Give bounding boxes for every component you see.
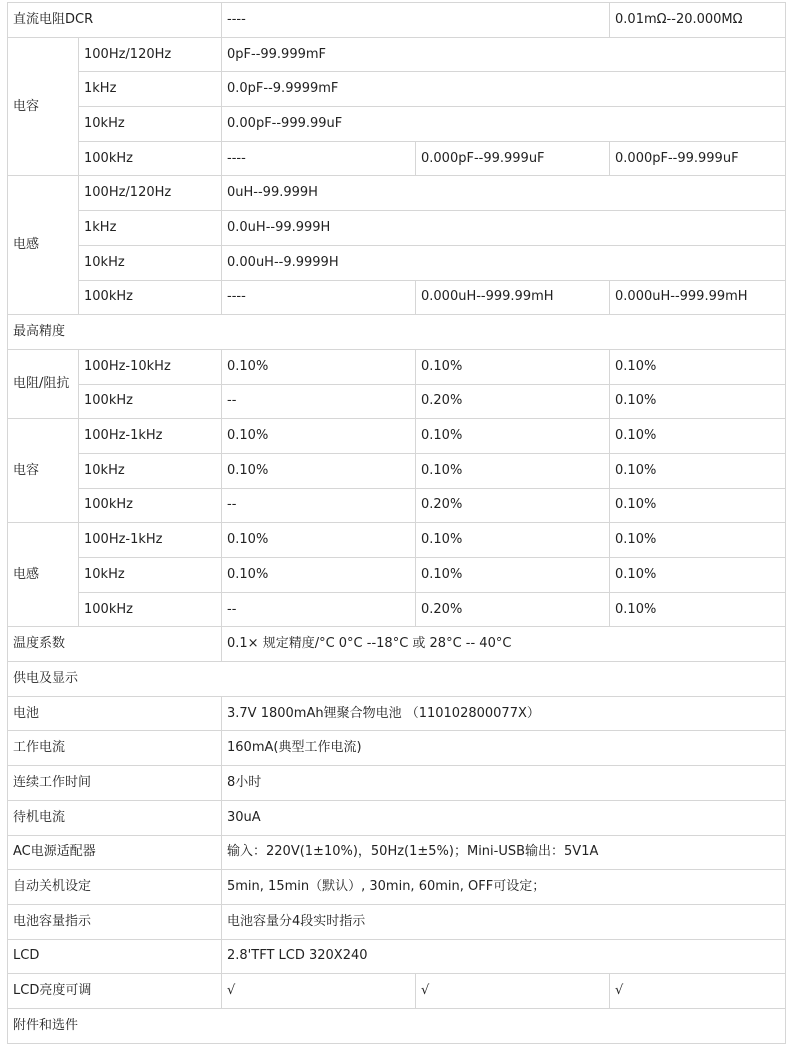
accuracy-cell-c: 0.10% <box>610 453 786 488</box>
accuracy-cell-c: 0.10% <box>610 488 786 523</box>
spec-label: AC电源适配器 <box>8 835 222 870</box>
accuracy-cell-b: 0.10% <box>416 419 610 454</box>
brightness-label: LCD亮度可调 <box>8 974 222 1009</box>
checkmark-cell-b: √ <box>416 974 610 1009</box>
table-row <box>8 488 786 523</box>
table-row <box>8 211 786 246</box>
table-row <box>8 627 786 662</box>
table-row <box>8 72 786 107</box>
accuracy-cell-a: 0.10% <box>222 453 416 488</box>
accuracy-cell-c: 0.10% <box>610 384 786 419</box>
table-row <box>8 870 786 905</box>
range-cell-b: 0.000uH--999.99mH <box>416 280 610 315</box>
table-row <box>8 558 786 593</box>
accuracy-cell-c: 0.10% <box>610 523 786 558</box>
temp-coeff-value: 0.1× 规定精度/°C 0°C --18°C 或 28°C -- 40°C <box>222 627 786 662</box>
table-row <box>8 384 786 419</box>
spec-value: 输入：220V(1±10%)，50Hz(1±5%)；Mini-USB输出：5V1A <box>222 835 786 870</box>
accuracy-cell-c: 0.10% <box>610 419 786 454</box>
table-row <box>8 3 786 38</box>
temp-coeff-label: 温度系数 <box>8 627 222 662</box>
spec-label: 自动关机设定 <box>8 870 222 905</box>
table-row <box>8 1008 786 1043</box>
checkmark-cell-a: √ <box>222 974 416 1009</box>
accuracy-cell-c: 0.10% <box>610 592 786 627</box>
accuracy-cell-a: -- <box>222 384 416 419</box>
section-header-power: 供电及显示 <box>8 662 786 697</box>
table-row <box>8 835 786 870</box>
dcr-range-a: ---- <box>222 3 610 38</box>
range-cell: 0.00uH--9.9999H <box>222 245 786 280</box>
table-row <box>8 731 786 766</box>
inductance-label: 电感 <box>8 176 79 315</box>
accuracy-cell-b: 0.20% <box>416 488 610 523</box>
freq-cell: 100kHz <box>79 280 222 315</box>
freq-cell: 100kHz <box>79 141 222 176</box>
range-cell-b: 0.000pF--99.999uF <box>416 141 610 176</box>
spec-label: 电池容量指示 <box>8 904 222 939</box>
table-row <box>8 280 786 315</box>
freq-cell: 100Hz/120Hz <box>79 176 222 211</box>
table-row <box>8 696 786 731</box>
table-row <box>8 800 786 835</box>
accuracy-cell-a: -- <box>222 488 416 523</box>
table-row <box>8 939 786 974</box>
table-row <box>8 176 786 211</box>
accuracy-cell-b: 0.10% <box>416 558 610 593</box>
spec-value: 电池容量分4段实时指示 <box>222 904 786 939</box>
table-row <box>8 904 786 939</box>
accuracy-cell-b: 0.20% <box>416 384 610 419</box>
table-row <box>8 245 786 280</box>
table-row <box>8 974 786 1009</box>
accuracy-cell-a: 0.10% <box>222 558 416 593</box>
freq-cell: 100kHz <box>79 488 222 523</box>
checkmark-cell-c: √ <box>610 974 786 1009</box>
accuracy-cell-a: 0.10% <box>222 523 416 558</box>
range-cell: 0.00pF--999.99uF <box>222 107 786 142</box>
range-cell: 0uH--99.999H <box>222 176 786 211</box>
freq-cell: 100Hz-1kHz <box>79 419 222 454</box>
table-row <box>8 37 786 72</box>
range-cell-c: 0.000uH--999.99mH <box>610 280 786 315</box>
accuracy-cell-b: 0.10% <box>416 349 610 384</box>
freq-cell: 100Hz-1kHz <box>79 523 222 558</box>
freq-cell: 1kHz <box>79 211 222 246</box>
spec-value: 3.7V 1800mAh锂聚合物电池 （110102800077X） <box>222 696 786 731</box>
spec-table <box>7 2 786 1044</box>
table-row <box>8 453 786 488</box>
table-row <box>8 523 786 558</box>
freq-cell: 100kHz <box>79 384 222 419</box>
section-header-accessories: 附件和选件 <box>8 1008 786 1043</box>
spec-label: 电池 <box>8 696 222 731</box>
spec-value: 30uA <box>222 800 786 835</box>
spec-value: 5min, 15min（默认）, 30min, 60min, OFF可设定； <box>222 870 786 905</box>
table-row <box>8 419 786 454</box>
accuracy-cell-b: 0.20% <box>416 592 610 627</box>
table-row <box>8 107 786 142</box>
freq-cell: 10kHz <box>79 558 222 593</box>
range-cell: 0pF--99.999mF <box>222 37 786 72</box>
range-cell-c: 0.000pF--99.999uF <box>610 141 786 176</box>
accuracy-cell-b: 0.10% <box>416 453 610 488</box>
accuracy-cell-a: 0.10% <box>222 349 416 384</box>
table-row <box>8 141 786 176</box>
section-header-accuracy: 最高精度 <box>8 315 786 350</box>
spec-value: 160mA(典型工作电流) <box>222 731 786 766</box>
range-cell: 0.0uH--99.999H <box>222 211 786 246</box>
freq-cell: 10kHz <box>79 107 222 142</box>
accuracy-cell-b: 0.10% <box>416 523 610 558</box>
inductance-accuracy-label: 电感 <box>8 523 79 627</box>
table-row <box>8 766 786 801</box>
resistance-accuracy-label: 电阻/阻抗 <box>8 349 79 418</box>
freq-cell: 10kHz <box>79 245 222 280</box>
freq-cell: 10kHz <box>79 453 222 488</box>
freq-cell: 100Hz/120Hz <box>79 37 222 72</box>
spec-value: 8小时 <box>222 766 786 801</box>
accuracy-cell-c: 0.10% <box>610 349 786 384</box>
accuracy-cell-a: 0.10% <box>222 419 416 454</box>
spec-label: 待机电流 <box>8 800 222 835</box>
freq-cell: 100kHz <box>79 592 222 627</box>
spec-value: 2.8'TFT LCD 320X240 <box>222 939 786 974</box>
spec-label: 连续工作时间 <box>8 766 222 801</box>
range-cell-a: ---- <box>222 280 416 315</box>
freq-cell: 100Hz-10kHz <box>79 349 222 384</box>
table-row <box>8 315 786 350</box>
freq-cell: 1kHz <box>79 72 222 107</box>
accuracy-cell-c: 0.10% <box>610 558 786 593</box>
capacitance-accuracy-label: 电容 <box>8 419 79 523</box>
spec-label: LCD <box>8 939 222 974</box>
dcr-label: 直流电阻DCR <box>8 3 222 38</box>
accuracy-cell-a: -- <box>222 592 416 627</box>
table-row <box>8 349 786 384</box>
table-row <box>8 592 786 627</box>
dcr-range-c: 0.01mΩ--20.000MΩ <box>610 3 786 38</box>
capacitance-label: 电容 <box>8 37 79 176</box>
spec-label: 工作电流 <box>8 731 222 766</box>
table-row <box>8 662 786 697</box>
range-cell: 0.0pF--9.9999mF <box>222 72 786 107</box>
range-cell-a: ---- <box>222 141 416 176</box>
